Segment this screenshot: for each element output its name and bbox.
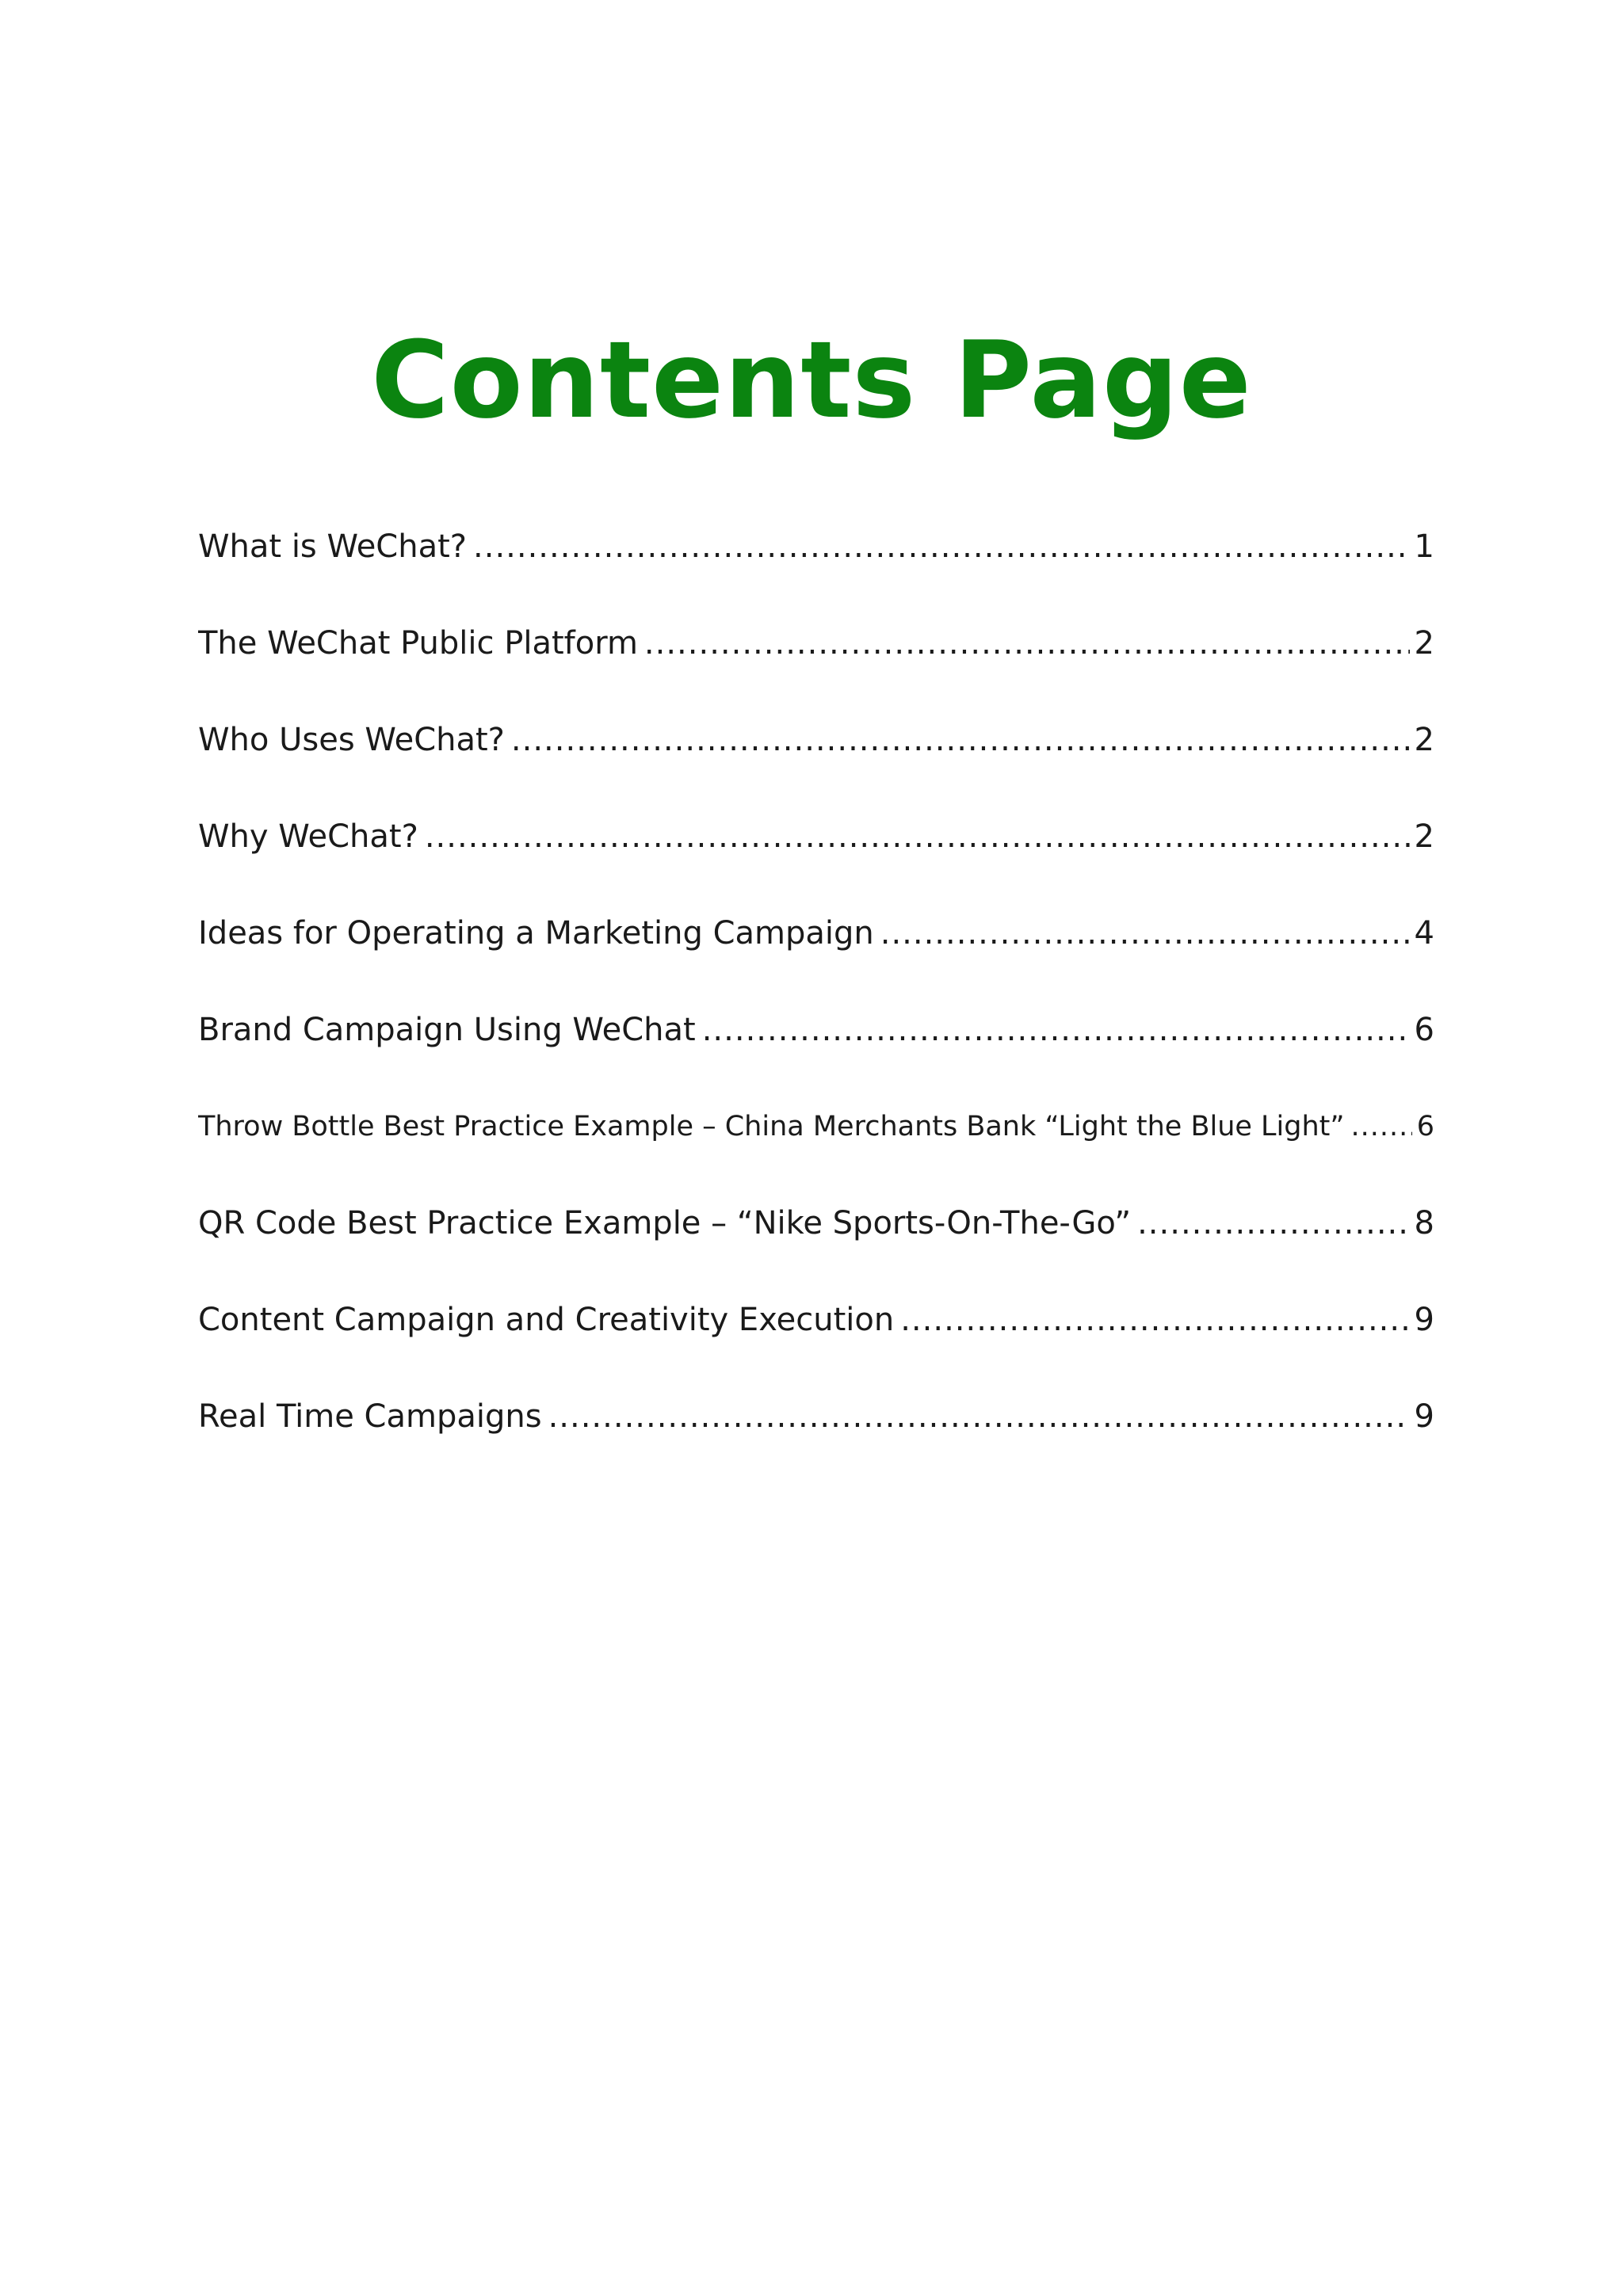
toc-page-number: 2 xyxy=(1414,722,1434,758)
toc-dot-leader xyxy=(900,1296,1409,1344)
toc-entry-throw-bottle-example[interactable] xyxy=(198,1103,1434,1150)
toc-entry-content-campaign[interactable] xyxy=(198,1296,1434,1344)
toc-entry-why-wechat[interactable] xyxy=(198,813,1434,860)
toc-page-number: 2 xyxy=(1414,625,1434,662)
toc-entry-what-is-wechat[interactable] xyxy=(198,523,1434,570)
toc-page-number: 1 xyxy=(1414,528,1434,565)
toc-entry-marketing-campaign-ideas[interactable] xyxy=(198,910,1434,957)
page-title: Contents Page xyxy=(371,318,1252,442)
toc-dot-leader xyxy=(425,813,1410,860)
toc-dot-leader xyxy=(548,1393,1410,1440)
toc-entry-label: Content Campaign and Creativity Execution xyxy=(198,1302,895,1338)
toc-entry-label: The WeChat Public Platform xyxy=(198,625,638,662)
toc-page-number: 2 xyxy=(1414,818,1434,855)
toc-dot-leader xyxy=(473,523,1410,570)
toc-entry-label: Why WeChat? xyxy=(198,818,418,855)
toc-entry-wechat-public-platform[interactable] xyxy=(198,620,1434,667)
toc-dot-leader xyxy=(644,620,1410,667)
toc-entry-label: What is WeChat? xyxy=(198,528,468,565)
toc-page-number: 6 xyxy=(1414,1012,1434,1048)
toc-entry-label: Real Time Campaigns xyxy=(198,1398,542,1435)
toc-dot-leader xyxy=(1137,1199,1409,1247)
toc-dot-leader xyxy=(1351,1103,1412,1150)
toc-entry-label: Ideas for Operating a Marketing Campaign xyxy=(198,915,874,952)
toc-entry-qr-code-example[interactable] xyxy=(198,1199,1434,1247)
toc-entry-label: Brand Campaign Using WeChat xyxy=(198,1012,696,1048)
toc-page-number: 9 xyxy=(1414,1398,1434,1435)
toc-dot-leader xyxy=(702,1006,1410,1054)
toc-page-number: 4 xyxy=(1414,915,1434,952)
toc-page-number: 8 xyxy=(1414,1205,1434,1241)
toc-entry-label: QR Code Best Practice Example – “Nike Sports-On-The-Go” xyxy=(198,1205,1132,1241)
toc-entry-brand-campaign[interactable] xyxy=(198,1006,1434,1054)
toc-page-number: 6 xyxy=(1416,1111,1434,1142)
toc-entry-label: Throw Bottle Best Practice Example – China Merchants Bank “Light the Blue Light” xyxy=(198,1111,1345,1142)
toc-dot-leader xyxy=(880,910,1410,957)
toc-entry-who-uses-wechat[interactable] xyxy=(198,716,1434,764)
toc-entry-real-time-campaigns[interactable] xyxy=(198,1393,1434,1440)
toc-page-number: 9 xyxy=(1414,1302,1434,1338)
toc-dot-leader xyxy=(511,716,1410,764)
toc-entry-label: Who Uses WeChat? xyxy=(198,722,505,758)
